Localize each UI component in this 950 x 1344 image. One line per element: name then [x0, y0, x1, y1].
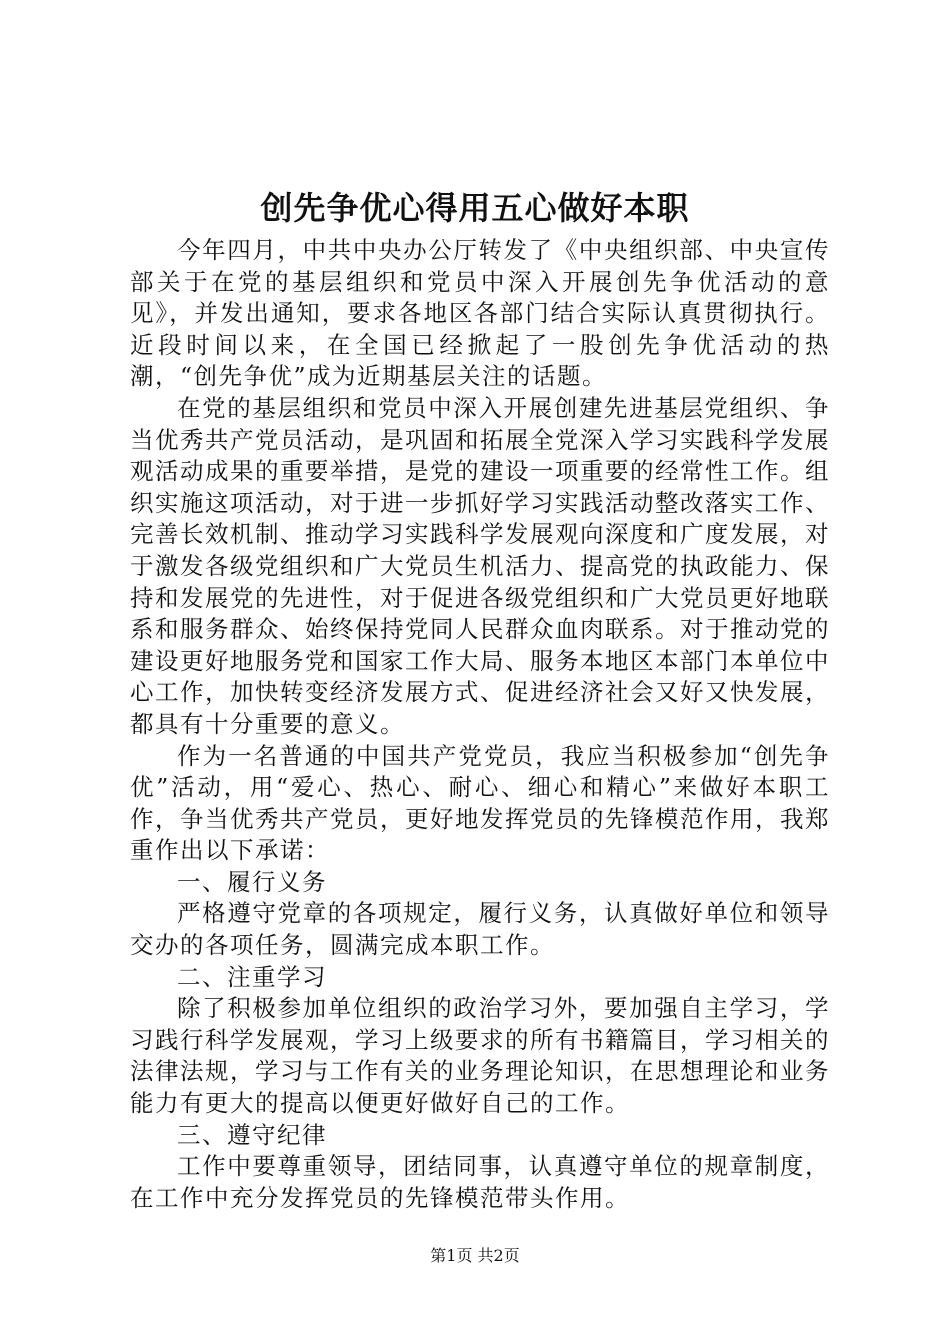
section-heading: 一、履行义务: [177, 867, 327, 896]
paragraph: 今年四月，中共中央办公厅转发了《中央组织部、中央宣传部关于在党的基层组织和党员中深入开展创先争优活动的意见》，并发出通知，要求各地区各部门结合实际认真贯彻执行。近段时间以来，在全国已经掀起了一股创先争优活动的热潮，“创先争优”成为近期基层关注的话题。: [130, 236, 830, 391]
section-heading: 二、注重学习: [177, 962, 327, 991]
paragraph: 作为一名普通的中国共产党党员，我应当积极参加“创先争优”活动，用“爱心、热心、耐心、细心和精心”来做好本职工作，争当优秀共产党员，更好地发挥党员的先锋模范作用，我郑重作出以下承诺：: [130, 741, 830, 865]
document-title: 创先争优心得用五心做好本职: [260, 189, 690, 227]
document-body: [130, 235, 830, 1214]
paragraph: 工作中要尊重领导，团结同事，认真遵守单位的规章制度，在工作中充分发挥党员的先锋模范带头作用。: [130, 1152, 830, 1212]
page-footer: 第1页 共2页: [430, 1246, 520, 1265]
paragraph: 在党的基层组织和党员中深入开展创建先进基层党组织、争当优秀共产党员活动，是巩固和拓展全党深入学习实践科学发展观活动成果的重要举措，是党的建设一项重要的经常性工作。组织实施这项活动，对于进一步抓好学习实践活动整改落实工作、完善长效机制、推动学习实践科学发展观向深度和广度发展，对于激发各级党组织和广大党员生机活力、提高党的执政能力、保持和发展党的先进性，对于促进各级党组织和广大党员更好地联系和服务群众、始终保持党同人民群众血肉联系。对于推动党的建设更好地服务党和国家工作大局、服务本地区本部门本单位中心工作，加快转变经济发展方式、促进经济社会又好又快发展，都具有十分重要的意义。: [130, 393, 830, 738]
paragraph: 除了积极参加单位组织的政治学习外，要加强自主学习，学习践行科学发展观，学习上级要求的所有书籍篇目，学习相关的法律法规，学习与工作有关的业务理论知识，在思想理论和业务能力有更大的提高以便更好做好自己的工作。: [130, 994, 830, 1118]
paragraph: 严格遵守党章的各项规定，履行义务，认真做好单位和领导交办的各项任务，圆满完成本职工作。: [130, 899, 830, 960]
section-heading: 三、遵守纪律: [177, 1120, 327, 1149]
